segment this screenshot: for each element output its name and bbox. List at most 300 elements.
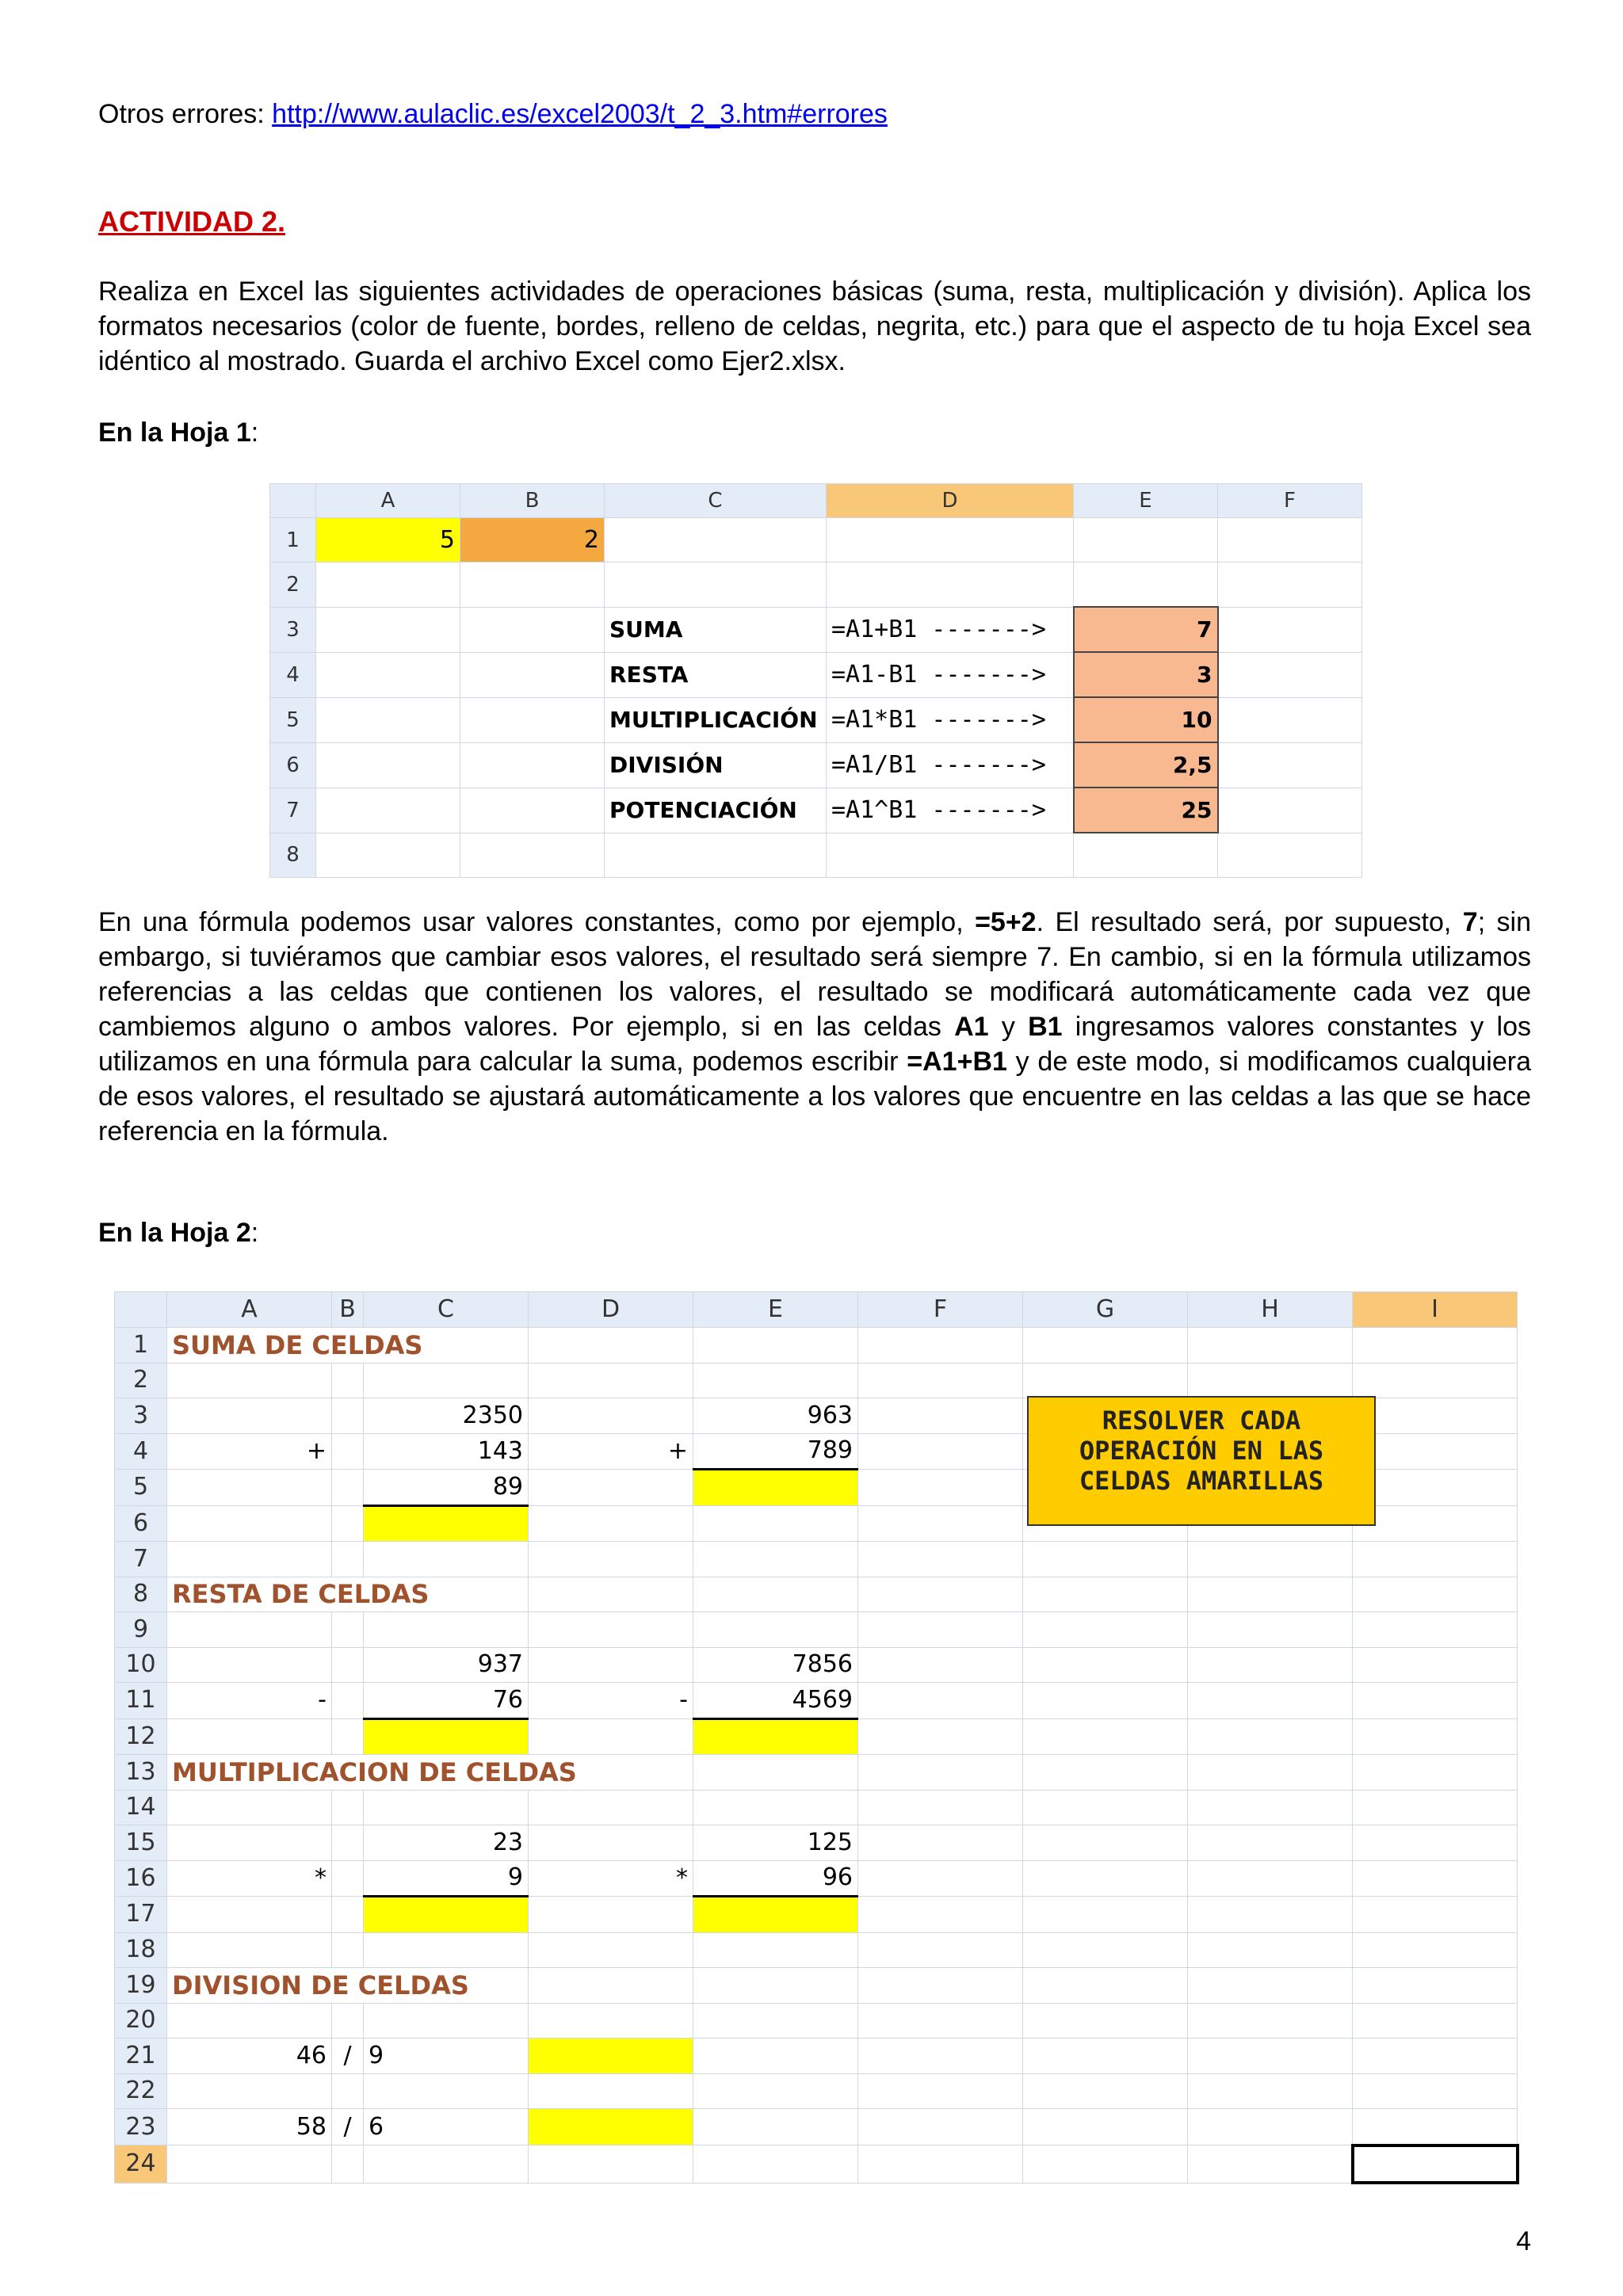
- cell-c4[interactable]: 143: [364, 1433, 529, 1470]
- cell[interactable]: [1023, 1363, 1188, 1398]
- col-header-c[interactable]: C: [605, 484, 827, 518]
- answer-cell-e17[interactable]: [693, 1897, 858, 1933]
- op-result-potenciacion[interactable]: 25: [1074, 788, 1218, 833]
- answer-cell-d23[interactable]: [529, 2109, 693, 2145]
- cell[interactable]: [1023, 1718, 1188, 1755]
- cell[interactable]: [1353, 1612, 1518, 1648]
- row-header-23[interactable]: 23: [115, 2109, 167, 2145]
- cell[interactable]: [858, 1932, 1023, 1968]
- aulaclic-link[interactable]: http://www.aulaclic.es/excel2003/t_2_3.htm#errores: [272, 99, 888, 129]
- cell[interactable]: [364, 1932, 529, 1968]
- cell[interactable]: [332, 1542, 364, 1577]
- row-header-2[interactable]: 2: [270, 563, 316, 608]
- cell[interactable]: [529, 1398, 693, 1434]
- cell[interactable]: [332, 1470, 364, 1506]
- select-all-corner[interactable]: [115, 1292, 167, 1328]
- cell[interactable]: [693, 1932, 858, 1968]
- row-header-12[interactable]: 12: [115, 1718, 167, 1755]
- cell-b21[interactable]: /: [332, 2039, 364, 2074]
- cell[interactable]: [1353, 1932, 1518, 1968]
- cell[interactable]: [1218, 563, 1362, 608]
- op-formula-division[interactable]: =A1/B1 ------->: [827, 742, 1074, 788]
- answer-cell-c17[interactable]: [364, 1897, 529, 1933]
- cell[interactable]: [1188, 1363, 1353, 1398]
- cell[interactable]: [167, 1932, 332, 1968]
- cell[interactable]: [1353, 1718, 1518, 1755]
- cell[interactable]: [1353, 1897, 1518, 1933]
- cell[interactable]: [364, 2145, 529, 2183]
- cell[interactable]: [1023, 1860, 1188, 1897]
- cell[interactable]: [167, 1398, 332, 1434]
- cell[interactable]: [858, 1683, 1023, 1719]
- row-header-13[interactable]: 13: [115, 1755, 167, 1791]
- cell[interactable]: [1023, 1755, 1188, 1791]
- para-text: y de este modo, si modificamos cualquiera de esos valores, el resultado se ajustará automáticamente a los valores que encuentre en las celdas a las que se hace referencia en la fórmula.: [98, 1047, 1531, 1146]
- cell[interactable]: [1188, 1328, 1353, 1363]
- cell[interactable]: [1218, 697, 1362, 742]
- answer-cell-d21[interactable]: [529, 2039, 693, 2074]
- cell[interactable]: [1353, 1505, 1518, 1542]
- cell-a11-operator[interactable]: -: [167, 1683, 332, 1719]
- op-formula-multiplicacion[interactable]: =A1*B1 ------->: [827, 697, 1074, 742]
- cell[interactable]: [858, 1612, 1023, 1648]
- row-header-10[interactable]: 10: [115, 1647, 167, 1683]
- cell[interactable]: [858, 1470, 1023, 1506]
- cell[interactable]: [529, 1470, 693, 1506]
- row-header-6[interactable]: 6: [270, 742, 316, 788]
- cell[interactable]: [1218, 833, 1362, 878]
- row-header-20[interactable]: 20: [115, 2003, 167, 2039]
- cell[interactable]: [316, 742, 460, 788]
- cell[interactable]: [858, 1718, 1023, 1755]
- cell[interactable]: [1188, 2109, 1353, 2145]
- cell[interactable]: [529, 1968, 693, 2004]
- cell[interactable]: [529, 1718, 693, 1755]
- cell[interactable]: [693, 2145, 858, 2183]
- cell[interactable]: [858, 2003, 1023, 2039]
- cell[interactable]: [858, 1968, 1023, 2004]
- answer-cell-c12[interactable]: [364, 1718, 529, 1755]
- col-header-e[interactable]: E: [1074, 484, 1218, 518]
- cell[interactable]: [858, 1433, 1023, 1470]
- cell[interactable]: [332, 1897, 364, 1933]
- col-header-a[interactable]: A: [167, 1292, 332, 1328]
- cell[interactable]: [1353, 1542, 1518, 1577]
- row-header-17[interactable]: 17: [115, 1897, 167, 1933]
- cell[interactable]: [1188, 2039, 1353, 2074]
- cell[interactable]: [1353, 1577, 1518, 1612]
- answer-cell-e12[interactable]: [693, 1718, 858, 1755]
- col-header-i[interactable]: I: [1353, 1292, 1518, 1328]
- cell[interactable]: [1023, 2145, 1188, 2183]
- cell-c5[interactable]: 89: [364, 1470, 529, 1506]
- cell[interactable]: [1188, 1860, 1353, 1897]
- cell[interactable]: [1353, 2073, 1518, 2109]
- cell[interactable]: [332, 2073, 364, 2109]
- cell[interactable]: [364, 1542, 529, 1577]
- cell[interactable]: [460, 788, 605, 833]
- col-header-f[interactable]: F: [1218, 484, 1362, 518]
- cell[interactable]: [529, 1505, 693, 1542]
- op-label-resta[interactable]: RESTA: [605, 652, 827, 697]
- op-result-resta[interactable]: 3: [1074, 652, 1218, 697]
- cell[interactable]: [364, 1790, 529, 1825]
- cell[interactable]: [167, 1647, 332, 1683]
- cell[interactable]: [529, 1897, 693, 1933]
- col-header-d[interactable]: D: [529, 1292, 693, 1328]
- row-header-19[interactable]: 19: [115, 1968, 167, 2004]
- cell[interactable]: [858, 2109, 1023, 2145]
- cell[interactable]: [460, 833, 605, 878]
- cell[interactable]: [332, 1505, 364, 1542]
- row-header-4[interactable]: 4: [115, 1433, 167, 1470]
- cell[interactable]: [605, 833, 827, 878]
- cell[interactable]: [332, 1683, 364, 1719]
- cell[interactable]: [1353, 1790, 1518, 1825]
- row-header-7[interactable]: 7: [115, 1542, 167, 1577]
- row-header-5[interactable]: 5: [115, 1470, 167, 1506]
- cell[interactable]: [605, 518, 827, 563]
- row-header-7[interactable]: 7: [270, 788, 316, 833]
- cell-c3[interactable]: 2350: [364, 1398, 529, 1434]
- cell[interactable]: [1218, 518, 1362, 563]
- cell[interactable]: [858, 2039, 1023, 2074]
- cell[interactable]: [1353, 1825, 1518, 1861]
- col-header-b[interactable]: B: [332, 1292, 364, 1328]
- cell[interactable]: [364, 1363, 529, 1398]
- cell[interactable]: [1188, 2145, 1353, 2183]
- cell[interactable]: [858, 1825, 1023, 1861]
- cell[interactable]: [1023, 1968, 1188, 2004]
- cell[interactable]: [1188, 1825, 1353, 1861]
- row-header-1[interactable]: 1: [115, 1328, 167, 1363]
- cell[interactable]: [167, 2145, 332, 2183]
- cell[interactable]: [1188, 1755, 1353, 1791]
- op-label-division[interactable]: DIVISIÓN: [605, 742, 827, 788]
- cell[interactable]: [167, 1470, 332, 1506]
- cell[interactable]: [332, 2003, 364, 2039]
- cell[interactable]: [529, 1932, 693, 1968]
- cell[interactable]: [1188, 1718, 1353, 1755]
- row-header-2[interactable]: 2: [115, 1363, 167, 1398]
- para-bold: 7: [1462, 907, 1478, 937]
- cell[interactable]: [316, 697, 460, 742]
- cell[interactable]: [1218, 742, 1362, 788]
- cell[interactable]: [858, 2073, 1023, 2109]
- cell[interactable]: [693, 1755, 858, 1791]
- cell[interactable]: [693, 1505, 858, 1542]
- cell[interactable]: [460, 742, 605, 788]
- cell[interactable]: [693, 2073, 858, 2109]
- cell[interactable]: [858, 1790, 1023, 1825]
- cell-a23[interactable]: 58: [167, 2109, 332, 2145]
- row-header-14[interactable]: 14: [115, 1790, 167, 1825]
- cell[interactable]: [332, 1790, 364, 1825]
- para-bold: B1: [1028, 1012, 1063, 1042]
- cell[interactable]: [1188, 1577, 1353, 1612]
- cell[interactable]: [1023, 1612, 1188, 1648]
- op-label-suma[interactable]: SUMA: [605, 607, 827, 652]
- cell[interactable]: [167, 1612, 332, 1648]
- cell[interactable]: [167, 2003, 332, 2039]
- cell[interactable]: [1023, 1932, 1188, 1968]
- col-header-a[interactable]: A: [316, 484, 460, 518]
- cell[interactable]: [693, 2109, 858, 2145]
- cell[interactable]: [167, 1505, 332, 1542]
- row-header-1[interactable]: 1: [270, 518, 316, 563]
- cell[interactable]: [1188, 2073, 1353, 2109]
- mult-title[interactable]: MULTIPLICACION DE CELDAS: [167, 1755, 693, 1791]
- col-header-h[interactable]: H: [1188, 1292, 1353, 1328]
- cell[interactable]: [1023, 1647, 1188, 1683]
- row-header-9[interactable]: 9: [115, 1612, 167, 1648]
- op-label-multiplicacion[interactable]: MULTIPLICACIÓN: [605, 697, 827, 742]
- cell[interactable]: [529, 2145, 693, 2183]
- cell[interactable]: [529, 1825, 693, 1861]
- cell[interactable]: [529, 2003, 693, 2039]
- op-result-division[interactable]: 2,5: [1074, 742, 1218, 788]
- cell[interactable]: [693, 1363, 858, 1398]
- cell-e4[interactable]: 789: [693, 1433, 858, 1470]
- cell[interactable]: [858, 1398, 1023, 1434]
- row-header-6[interactable]: 6: [115, 1505, 167, 1542]
- cell[interactable]: [1353, 2003, 1518, 2039]
- cell[interactable]: [1353, 1647, 1518, 1683]
- cell[interactable]: [1353, 1968, 1518, 2004]
- col-header-e[interactable]: E: [693, 1292, 858, 1328]
- cell[interactable]: [1353, 1328, 1518, 1363]
- row-header-8[interactable]: 8: [115, 1577, 167, 1612]
- cell[interactable]: [858, 1328, 1023, 1363]
- cell[interactable]: [1023, 1790, 1188, 1825]
- cell[interactable]: [529, 1647, 693, 1683]
- cell[interactable]: [1023, 2109, 1188, 2145]
- cell[interactable]: [460, 607, 605, 652]
- div-title[interactable]: DIVISION DE CELDAS: [167, 1968, 529, 2004]
- select-all-corner[interactable]: [270, 484, 316, 518]
- cell[interactable]: [1188, 1790, 1353, 1825]
- cell[interactable]: [858, 1505, 1023, 1542]
- cell[interactable]: [827, 833, 1074, 878]
- cell[interactable]: [1353, 1860, 1518, 1897]
- cell[interactable]: [1353, 1398, 1518, 1434]
- row-header-21[interactable]: 21: [115, 2039, 167, 2074]
- cell[interactable]: [167, 1718, 332, 1755]
- cell[interactable]: [693, 2039, 858, 2074]
- cell[interactable]: [1074, 518, 1218, 563]
- cell-a1[interactable]: 5: [316, 518, 460, 563]
- op-result-suma[interactable]: 7: [1074, 607, 1218, 652]
- cell[interactable]: [316, 607, 460, 652]
- cell[interactable]: [460, 652, 605, 697]
- cell[interactable]: [1353, 1363, 1518, 1398]
- cell[interactable]: [332, 2145, 364, 2183]
- cell-c11[interactable]: 76: [364, 1683, 529, 1719]
- cell-d4-operator[interactable]: +: [529, 1433, 693, 1470]
- cell[interactable]: [332, 1363, 364, 1398]
- row-header-22[interactable]: 22: [115, 2073, 167, 2109]
- cell[interactable]: [858, 1647, 1023, 1683]
- cell[interactable]: [693, 1612, 858, 1648]
- cell-a21[interactable]: 46: [167, 2039, 332, 2074]
- cell[interactable]: [167, 1897, 332, 1933]
- cell[interactable]: [364, 1612, 529, 1648]
- cell[interactable]: [167, 1542, 332, 1577]
- cell-e10[interactable]: 7856: [693, 1647, 858, 1683]
- cell[interactable]: [332, 1398, 364, 1434]
- cell[interactable]: [693, 1328, 858, 1363]
- op-result-multiplicacion[interactable]: 10: [1074, 697, 1218, 742]
- cell[interactable]: [316, 563, 460, 608]
- cell[interactable]: [167, 1825, 332, 1861]
- cell[interactable]: [332, 1932, 364, 1968]
- resta-title[interactable]: RESTA DE CELDAS: [167, 1577, 529, 1612]
- cell[interactable]: [1188, 2003, 1353, 2039]
- row-header-18[interactable]: 18: [115, 1932, 167, 1968]
- cell[interactable]: [858, 1860, 1023, 1897]
- cell[interactable]: [1023, 1825, 1188, 1861]
- cell[interactable]: [858, 1363, 1023, 1398]
- cell[interactable]: [460, 697, 605, 742]
- cell[interactable]: [693, 1577, 858, 1612]
- col-header-g[interactable]: G: [1023, 1292, 1188, 1328]
- cell-b1[interactable]: 2: [460, 518, 605, 563]
- cell[interactable]: [1188, 1647, 1353, 1683]
- row-header-3[interactable]: 3: [270, 607, 316, 652]
- op-label-potenciacion[interactable]: POTENCIACIÓN: [605, 788, 827, 833]
- cell[interactable]: [605, 563, 827, 608]
- row-header-16[interactable]: 16: [115, 1860, 167, 1897]
- cell[interactable]: [167, 2073, 332, 2109]
- row-header-24[interactable]: 24: [115, 2145, 167, 2183]
- cell[interactable]: [1023, 1542, 1188, 1577]
- cell[interactable]: [858, 2145, 1023, 2183]
- cell-a16-operator[interactable]: *: [167, 1860, 332, 1897]
- cell[interactable]: [1023, 1328, 1188, 1363]
- cell[interactable]: [693, 1542, 858, 1577]
- cell[interactable]: [316, 652, 460, 697]
- cell[interactable]: [858, 1897, 1023, 1933]
- row-header-15[interactable]: 15: [115, 1825, 167, 1861]
- cell[interactable]: [332, 1647, 364, 1683]
- cell[interactable]: [529, 1577, 693, 1612]
- cell[interactable]: [858, 1542, 1023, 1577]
- cell[interactable]: [827, 518, 1074, 563]
- cell[interactable]: [1353, 2109, 1518, 2145]
- answer-cell-c6[interactable]: [364, 1505, 529, 1542]
- cell[interactable]: [1188, 1932, 1353, 1968]
- cell-c16[interactable]: 9: [364, 1860, 529, 1897]
- cell-d11-operator[interactable]: -: [529, 1683, 693, 1719]
- suma-title[interactable]: SUMA DE CELDAS: [167, 1328, 529, 1363]
- cell[interactable]: [1074, 833, 1218, 878]
- col-header-c[interactable]: C: [364, 1292, 529, 1328]
- cell[interactable]: [1218, 652, 1362, 697]
- cell[interactable]: [529, 1612, 693, 1648]
- row-header-5[interactable]: 5: [270, 697, 316, 742]
- cell-c10[interactable]: 937: [364, 1647, 529, 1683]
- cell[interactable]: [316, 833, 460, 878]
- cell[interactable]: [1188, 1612, 1353, 1648]
- cell[interactable]: [316, 788, 460, 833]
- cell[interactable]: [858, 1577, 1023, 1612]
- cell[interactable]: [1188, 1968, 1353, 2004]
- cell[interactable]: [167, 1790, 332, 1825]
- cell-a4-operator[interactable]: +: [167, 1433, 332, 1470]
- col-header-f[interactable]: F: [858, 1292, 1023, 1328]
- answer-cell-e5[interactable]: [693, 1470, 858, 1506]
- cell[interactable]: [364, 2073, 529, 2109]
- cell[interactable]: [529, 1542, 693, 1577]
- cell[interactable]: [1218, 607, 1362, 652]
- cell[interactable]: [529, 2073, 693, 2109]
- cell[interactable]: [332, 1825, 364, 1861]
- cell[interactable]: [529, 1328, 693, 1363]
- cell[interactable]: [1353, 1755, 1518, 1791]
- cell[interactable]: [827, 563, 1074, 608]
- cell[interactable]: [1023, 1577, 1188, 1612]
- row-header-11[interactable]: 11: [115, 1683, 167, 1719]
- cell[interactable]: [693, 2003, 858, 2039]
- col-header-d[interactable]: D: [827, 484, 1074, 518]
- cell[interactable]: [1023, 1897, 1188, 1933]
- op-formula-suma[interactable]: =A1+B1 ------->: [827, 607, 1074, 652]
- cell[interactable]: [1023, 2039, 1188, 2074]
- op-formula-potenciacion[interactable]: =A1^B1 ------->: [827, 788, 1074, 833]
- cell[interactable]: [529, 1790, 693, 1825]
- active-cell-i24[interactable]: [1353, 2145, 1518, 2183]
- cell[interactable]: [1188, 1542, 1353, 1577]
- cell[interactable]: [364, 2003, 529, 2039]
- cell[interactable]: [1188, 1897, 1353, 1933]
- cell-b23[interactable]: /: [332, 2109, 364, 2145]
- cell[interactable]: [1353, 1433, 1518, 1470]
- cell[interactable]: [332, 1433, 364, 1470]
- row-header-3[interactable]: 3: [115, 1398, 167, 1434]
- cell[interactable]: [693, 1790, 858, 1825]
- col-header-b[interactable]: B: [460, 484, 605, 518]
- cell[interactable]: [460, 563, 605, 608]
- cell[interactable]: [1353, 1683, 1518, 1719]
- cell-c15[interactable]: 23: [364, 1825, 529, 1861]
- row-header-4[interactable]: 4: [270, 652, 316, 697]
- cell-e11[interactable]: 4569: [693, 1683, 858, 1719]
- cell-d16-operator[interactable]: *: [529, 1860, 693, 1897]
- cell[interactable]: [332, 1860, 364, 1897]
- op-formula-resta[interactable]: =A1-B1 ------->: [827, 652, 1074, 697]
- cell[interactable]: [332, 1718, 364, 1755]
- cell[interactable]: [858, 1755, 1023, 1791]
- cell[interactable]: [1023, 2073, 1188, 2109]
- cell[interactable]: [332, 1612, 364, 1648]
- cell[interactable]: [529, 1363, 693, 1398]
- row-header-8[interactable]: 8: [270, 833, 316, 878]
- cell[interactable]: [1074, 563, 1218, 608]
- cell[interactable]: [693, 1968, 858, 2004]
- cell[interactable]: [1023, 1683, 1188, 1719]
- cell[interactable]: [167, 1363, 332, 1398]
- cell-e16[interactable]: 96: [693, 1860, 858, 1897]
- cell[interactable]: [1188, 1683, 1353, 1719]
- cell[interactable]: [1353, 1470, 1518, 1506]
- cell-e3[interactable]: 963: [693, 1398, 858, 1434]
- cell[interactable]: [1218, 788, 1362, 833]
- cell-e15[interactable]: 125: [693, 1825, 858, 1861]
- cell-c23[interactable]: 6: [364, 2109, 529, 2145]
- cell-c21[interactable]: 9: [364, 2039, 529, 2074]
- cell[interactable]: [1023, 2003, 1188, 2039]
- cell[interactable]: [1353, 2039, 1518, 2074]
